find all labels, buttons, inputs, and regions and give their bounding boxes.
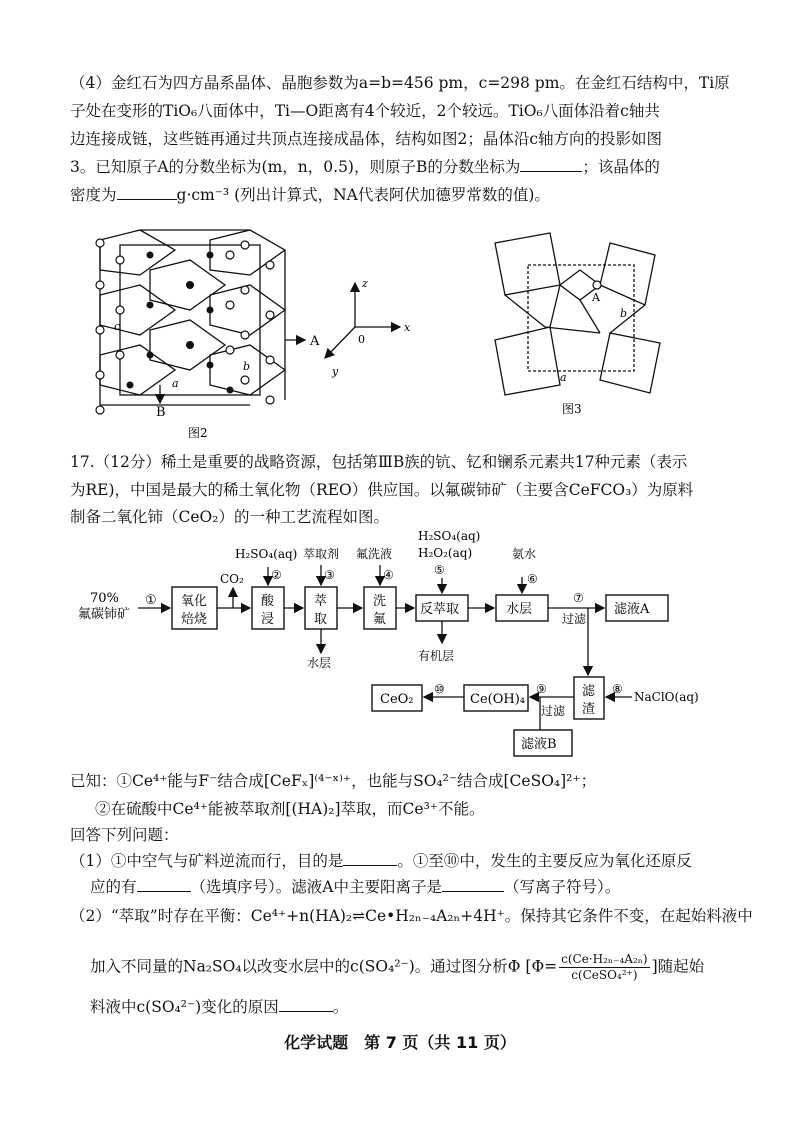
filter-1-label: 过滤 xyxy=(562,612,587,626)
q1-text-b: 。①至⑩中，发生的主要反应为氧化还原反 xyxy=(397,852,692,870)
q1-text-e: （写离子符号）。 xyxy=(503,878,621,896)
h2o2-label: H₂O₂(aq) xyxy=(418,546,473,560)
figure-3-projection xyxy=(495,233,660,416)
step-2: ② xyxy=(271,568,282,582)
fig2-label-b: b xyxy=(243,360,251,373)
phi-fraction xyxy=(559,952,649,983)
q1-text-a: （1）①中空气与矿料逆流而行，目的是 xyxy=(70,852,344,870)
box1-line1: 氧化 xyxy=(181,594,208,609)
ammonia-label: 氨水 xyxy=(512,547,537,561)
fig2-label-B: B xyxy=(156,405,166,420)
known-line3: 回答下列问题： xyxy=(70,826,179,844)
step-5: ⑤ xyxy=(434,563,445,577)
answer-blank-cation[interactable] xyxy=(442,877,504,892)
step-3: ③ xyxy=(324,568,335,582)
q16-line4-tail: ；该晶体的 xyxy=(582,158,660,176)
fig3-label-b: b xyxy=(620,307,628,320)
q17-line2: 为RE)，中国是最大的稀土氧化物（REO）供应国。以氟碳铈矿（主要含CeFCO₃）为原料 xyxy=(70,481,694,499)
q1-line2 xyxy=(90,877,620,897)
fig2-label-a: a xyxy=(172,377,179,390)
known-line2: ②在硫酸中Ce⁴⁺能被萃取剂[(HA)₂]萃取，而Ce³⁺不能。 xyxy=(95,800,485,818)
coordinate-axes xyxy=(325,277,411,378)
co2-label: CO₂ xyxy=(220,572,244,586)
step-8: ⑧ xyxy=(612,682,623,696)
q1-text-d: （选填序号）。滤液A中主要阳离子是 xyxy=(190,878,442,896)
fluoride-wash-label: 氟洗液 xyxy=(356,547,393,561)
fig3-label-A: A xyxy=(592,291,600,304)
box8-line1: 滤 xyxy=(582,684,596,699)
fig2-caption: 图2 xyxy=(188,426,208,440)
box10-label: CeO₂ xyxy=(380,692,414,707)
q1-line1 xyxy=(70,851,692,871)
q17-line1: 17.（12分）稀土是重要的战略资源，包括第ⅢB族的钪、钇和镧系元素共17种元素（表示 xyxy=(70,453,688,471)
box6-label: 水层 xyxy=(506,602,533,617)
fig3-label-a: a xyxy=(560,371,567,384)
step-9: ⑨ xyxy=(536,682,547,696)
axis-y-label: y xyxy=(332,365,339,378)
axis-z-label: z xyxy=(362,277,368,290)
page-footer: 化学试题 第 7 页（共 11 页） xyxy=(284,1033,516,1052)
q16-line2: 子处在变形的TiO₆八面体中，Ti—O距离有4个较近，2个较远。TiO₆八面体沿着c轴共 xyxy=(70,102,660,120)
filter-2-label: 过滤 xyxy=(541,704,566,718)
phi-numerator: c(Ce·H₂ₙ₋₄A₂ₙ) xyxy=(561,952,648,966)
box3-line1: 萃 xyxy=(314,594,328,609)
fig2-label-c: c xyxy=(114,320,121,333)
q16-line5 xyxy=(70,185,550,205)
organic-layer-out: 有机层 xyxy=(418,649,455,663)
answer-blank-purpose[interactable] xyxy=(343,851,397,866)
box2-line2: 浸 xyxy=(261,612,275,627)
phi-denominator: c(CeSO₄²⁺) xyxy=(571,968,638,982)
answer-blank-b-coord[interactable] xyxy=(520,157,582,172)
q2-text-c: ]随起始 xyxy=(651,957,705,976)
feed-percent: 70% xyxy=(90,591,119,606)
box5-label: 反萃取 xyxy=(420,602,460,617)
box8-line2: 渣 xyxy=(582,702,596,717)
step-7: ⑦ xyxy=(573,591,584,605)
step-10: ⑩ xyxy=(434,682,445,696)
q16-line1: （4）金红石为四方晶系晶体、晶胞参数为a=b=456 pm，c=298 pm。在金红石结构中，Ti原 xyxy=(70,74,730,92)
q16-line5-text: 密度为 xyxy=(70,186,117,204)
q2-text-e: 。 xyxy=(332,998,349,1016)
q1-text-c: 应的有 xyxy=(90,878,137,896)
box1-line2: 焙烧 xyxy=(181,612,208,627)
answer-blank-density[interactable] xyxy=(117,185,177,200)
extractant-label: 萃取剂 xyxy=(303,547,340,561)
naclo-label: NaClO(aq) xyxy=(634,690,699,704)
figure-2-structure xyxy=(96,230,320,440)
h2so4-label: H₂SO₄(aq) xyxy=(235,547,298,561)
step-1: ① xyxy=(145,593,157,608)
q2-text-b: 加入不同量的Na₂SO₄以改变水层中的c(SO₄²⁻)。通过图分析Φ [Φ= xyxy=(90,957,558,976)
box3-line2: 取 xyxy=(314,612,328,627)
q2-line2 xyxy=(90,952,704,983)
axis-origin-label: 0 xyxy=(358,333,365,346)
q2-line1: （2）“萃取”时存在平衡：Ce⁴⁺+n(HA)₂⇌Ce•H₂ₙ₋₄A₂ₙ+4H⁺。保持其它条件不变，在起始料液中 xyxy=(70,907,753,925)
q16-line4-text: 3。已知原子A的分数坐标为(m，n，0.5)，则原子B的分数坐标为 xyxy=(70,158,521,176)
box4-line1: 洗 xyxy=(373,594,387,609)
box11-label: 滤液B xyxy=(521,737,557,752)
crystal-figures xyxy=(0,215,800,445)
q16-line3: 边连接成链，这些链再通过共顶点连接成晶体，结构如图2；晶体沿c轴方向的投影如图 xyxy=(70,130,663,148)
answer-blank-redox-steps[interactable] xyxy=(137,877,191,892)
box9-label: Ce(OH)₄ xyxy=(470,692,525,707)
feed-ore: 氟碳铈矿 xyxy=(78,607,131,622)
step-4: ④ xyxy=(383,568,394,582)
q2-text-d: 料液中c(SO₄²⁻)变化的原因 xyxy=(90,998,279,1016)
box7-label: 滤液A xyxy=(614,602,650,617)
q17-line3: 制备二氧化铈（CeO₂）的一种工艺流程如图。 xyxy=(70,508,389,526)
box2-line1: 酸 xyxy=(261,594,275,609)
answer-blank-reason[interactable] xyxy=(279,997,333,1012)
known-line1: 已知：①Ce⁴⁺能与F⁻结合成[CeFₓ]⁽⁴⁻ˣ⁾⁺，也能与SO₄²⁻结合成[CeSO₄]²⁺； xyxy=(70,772,597,790)
fig3-caption: 图3 xyxy=(562,402,582,416)
h2so4-label-2: H₂SO₄(aq) xyxy=(418,529,481,543)
q2-line3 xyxy=(90,997,348,1017)
step-6: ⑥ xyxy=(527,572,538,586)
q16-line4 xyxy=(70,157,660,177)
q16-line5-tail: g·cm⁻³ (列出计算式，NA代表阿伏加德罗常数的值)。 xyxy=(176,186,550,204)
water-layer-out: 水层 xyxy=(307,656,332,670)
axis-x-label: x xyxy=(404,321,411,334)
box4-line2: 氟 xyxy=(373,612,387,627)
fig2-label-A: A xyxy=(310,334,320,349)
process-flow-diagram xyxy=(0,525,800,765)
